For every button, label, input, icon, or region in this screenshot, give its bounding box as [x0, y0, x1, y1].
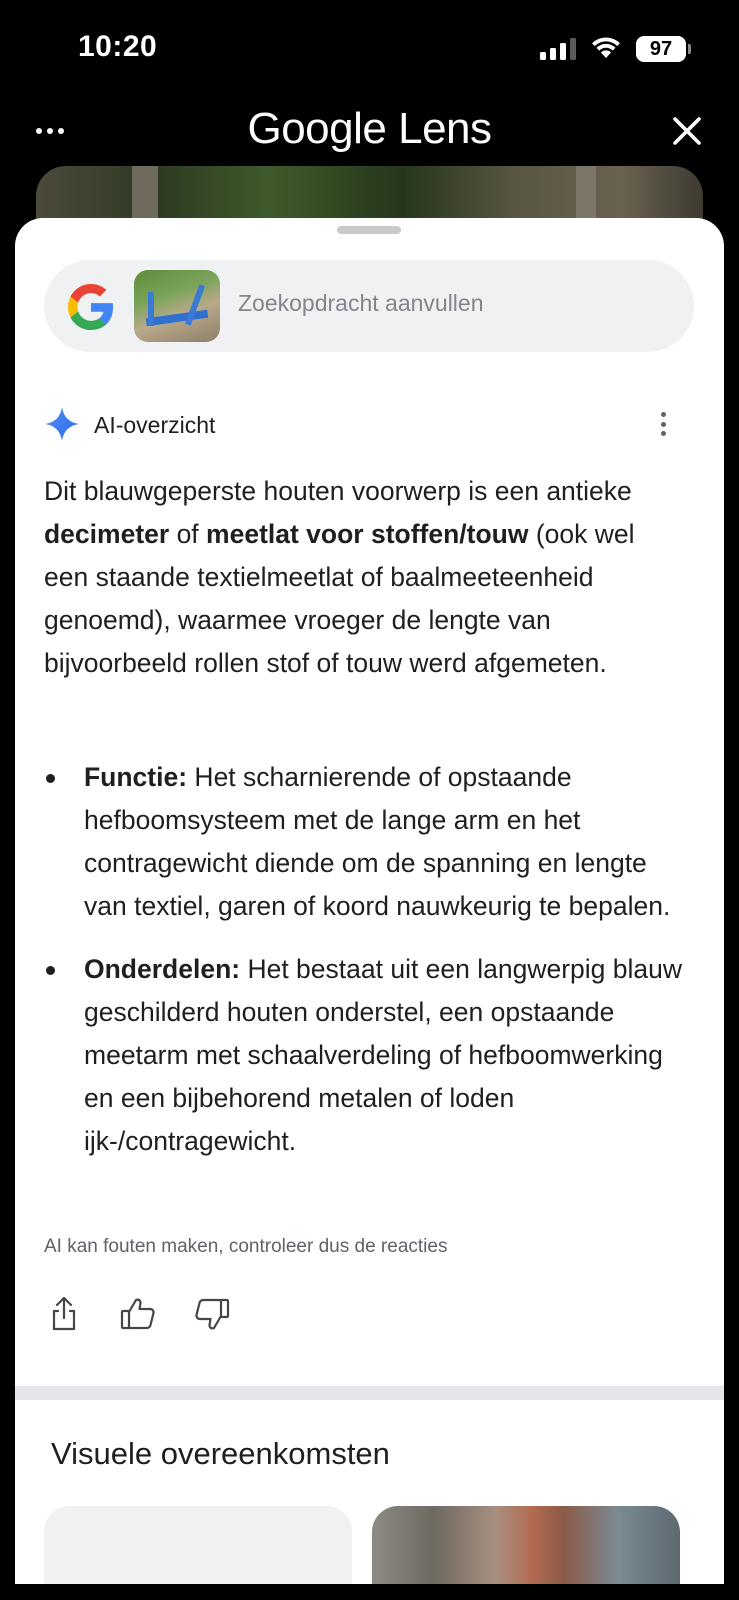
summary-part: (ook wel een staande textielmeetlat of baalmeeteenheid genoemd), waarmee vroeger de lengte van bijvoorbeeld rollen stof of touw werd afgemeten. — [44, 519, 635, 678]
wifi-icon — [590, 34, 622, 60]
results-sheet — [15, 218, 724, 1584]
bullet-text: Het scharnierende of opstaande hefboomsysteem met de lange arm en het contragewicht diende om de spanning en lengte van textiel, garen of koord nauwkeurig te bepalen. — [84, 762, 671, 921]
ai-overview-label: AI-overzicht — [94, 412, 216, 438]
list-item — [44, 756, 694, 928]
lens-header — [0, 100, 739, 162]
app-title: Google Lens — [247, 104, 492, 153]
search-bar[interactable] — [44, 260, 694, 352]
close-icon[interactable] — [670, 114, 704, 148]
search-image-thumbnail[interactable] — [134, 270, 220, 342]
ai-summary-text — [44, 470, 684, 685]
visual-match-card[interactable] — [372, 1506, 680, 1584]
visual-match-card[interactable] — [44, 1506, 352, 1584]
drag-handle[interactable] — [337, 226, 401, 234]
bullet-text: Het bestaat uit een langwerpig blauw geschilderd houten onderstel, een opstaande meetarm met schaalverdeling of hefboomwerking en een bijbehorend metalen of loden ijk-/contragewicht. — [84, 954, 683, 1156]
google-g-icon — [68, 284, 114, 330]
thumbs-up-icon[interactable] — [118, 1294, 158, 1334]
ai-bullet-list — [44, 756, 694, 1183]
bullet-term: Onderdelen: — [84, 954, 241, 984]
more-options-icon[interactable] — [656, 410, 670, 438]
cellular-signal-icon — [540, 38, 576, 60]
ai-sparkle-icon — [44, 406, 80, 442]
thumbs-down-icon[interactable] — [192, 1294, 232, 1334]
status-bar — [0, 0, 739, 100]
battery-cap — [688, 44, 691, 54]
summary-part: of — [169, 519, 207, 549]
summary-part: Dit blauwgeperste houten voorwerp is een antieke — [44, 476, 632, 506]
section-divider — [15, 1386, 724, 1400]
search-placeholder: Zoekopdracht aanvullen — [238, 290, 484, 316]
summary-bold-term: decimeter — [44, 519, 170, 549]
status-time: 10:20 — [78, 30, 158, 63]
list-item — [44, 948, 694, 1163]
ai-disclaimer: AI kan fouten maken, controleer dus de reacties — [44, 1236, 448, 1257]
bullet-term: Functie: — [84, 762, 188, 792]
visual-matches-title: Visuele overeenkomsten — [51, 1436, 390, 1471]
summary-bold-term: meetlat voor stoffen/touw — [206, 519, 529, 549]
ai-overview-header — [44, 404, 694, 444]
battery-indicator: 97 — [636, 36, 686, 62]
feedback-actions — [44, 1294, 344, 1334]
share-icon[interactable] — [44, 1294, 84, 1334]
bullet-dot — [46, 966, 55, 975]
bullet-dot — [46, 774, 55, 783]
